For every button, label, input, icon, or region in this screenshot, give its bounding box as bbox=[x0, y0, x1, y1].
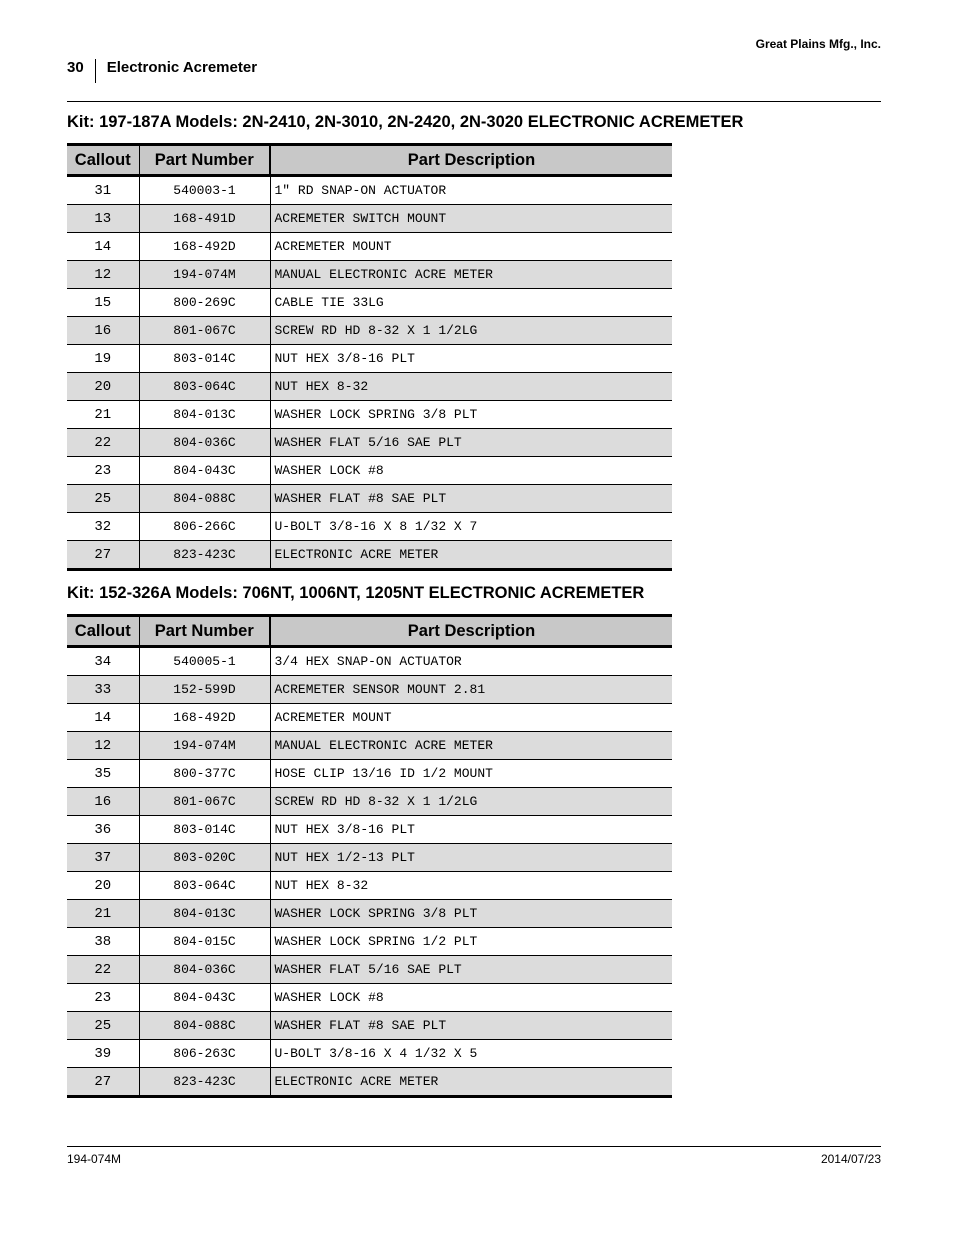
table-row bbox=[67, 900, 672, 928]
page-header bbox=[67, 59, 257, 83]
part-description-cell: ACREMETER SENSOR MOUNT 2.81 bbox=[270, 676, 672, 704]
parts-table bbox=[67, 614, 672, 1098]
part-description-cell: WASHER FLAT 5/16 SAE PLT bbox=[270, 429, 672, 457]
callout-cell: 14 bbox=[67, 233, 139, 261]
page-number: 30 bbox=[67, 59, 84, 76]
part-number-cell: 803-064C bbox=[139, 373, 270, 401]
part-number-cell: 168-491D bbox=[139, 205, 270, 233]
part-number-cell: 806-263C bbox=[139, 1040, 270, 1068]
table-row bbox=[67, 760, 672, 788]
kit-title: Kit: 197-187A Models: 2N-2410, 2N-3010, 2N-2420, 2N-3020 ELECTRONIC ACREMETER bbox=[67, 113, 744, 131]
callout-cell: 21 bbox=[67, 900, 139, 928]
callout-header: Callout bbox=[67, 616, 139, 647]
callout-cell: 14 bbox=[67, 704, 139, 732]
part-description-cell: ACREMETER SWITCH MOUNT bbox=[270, 205, 672, 233]
part-description-cell: U-BOLT 3/8-16 X 4 1/32 X 5 bbox=[270, 1040, 672, 1068]
callout-cell: 19 bbox=[67, 345, 139, 373]
part-number-cell: 803-014C bbox=[139, 816, 270, 844]
table-row bbox=[67, 233, 672, 261]
part-number-cell: 804-036C bbox=[139, 429, 270, 457]
table-row bbox=[67, 513, 672, 541]
table-row bbox=[67, 205, 672, 233]
table-row bbox=[67, 401, 672, 429]
kit-title: Kit: 152-326A Models: 706NT, 1006NT, 1205NT ELECTRONIC ACREMETER bbox=[67, 584, 645, 602]
callout-cell: 20 bbox=[67, 872, 139, 900]
part-number-cell: 800-269C bbox=[139, 289, 270, 317]
parts-table bbox=[67, 143, 672, 571]
part-description-cell: WASHER FLAT 5/16 SAE PLT bbox=[270, 956, 672, 984]
part-description-cell: NUT HEX 8-32 bbox=[270, 373, 672, 401]
table-row bbox=[67, 345, 672, 373]
table-row bbox=[67, 788, 672, 816]
table-row bbox=[67, 1068, 672, 1097]
section-title: Electronic Acremeter bbox=[106, 59, 258, 76]
callout-cell: 25 bbox=[67, 485, 139, 513]
table-row bbox=[67, 984, 672, 1012]
callout-cell: 15 bbox=[67, 289, 139, 317]
part-description-cell: WASHER FLAT #8 SAE PLT bbox=[270, 1012, 672, 1040]
table-row bbox=[67, 928, 672, 956]
part-number-cell: 540003-1 bbox=[139, 176, 270, 205]
part-description-cell: WASHER LOCK SPRING 1/2 PLT bbox=[270, 928, 672, 956]
table-row bbox=[67, 373, 672, 401]
table-row bbox=[67, 485, 672, 513]
part-description-cell: SCREW RD HD 8-32 X 1 1/2LG bbox=[270, 788, 672, 816]
table-row bbox=[67, 844, 672, 872]
table-row bbox=[67, 541, 672, 570]
callout-cell: 39 bbox=[67, 1040, 139, 1068]
part-number-cell: 803-014C bbox=[139, 345, 270, 373]
part-number-cell: 194-074M bbox=[139, 261, 270, 289]
part-description-cell: WASHER LOCK #8 bbox=[270, 984, 672, 1012]
table-row bbox=[67, 872, 672, 900]
table-row bbox=[67, 676, 672, 704]
part-number-cell: 801-067C bbox=[139, 788, 270, 816]
table-header-row bbox=[67, 616, 672, 647]
part-number-cell: 804-088C bbox=[139, 1012, 270, 1040]
callout-cell: 20 bbox=[67, 373, 139, 401]
part-description-cell: NUT HEX 8-32 bbox=[270, 872, 672, 900]
table-header-row bbox=[67, 145, 672, 176]
part-number-cell: 804-015C bbox=[139, 928, 270, 956]
part-number-cell: 801-067C bbox=[139, 317, 270, 345]
part-description-cell: ACREMETER MOUNT bbox=[270, 704, 672, 732]
table-row bbox=[67, 457, 672, 485]
table-row bbox=[67, 317, 672, 345]
callout-cell: 38 bbox=[67, 928, 139, 956]
part-description-cell: ELECTRONIC ACRE METER bbox=[270, 1068, 672, 1097]
part-description-cell: ACREMETER MOUNT bbox=[270, 233, 672, 261]
part-description-cell: NUT HEX 1/2-13 PLT bbox=[270, 844, 672, 872]
company-name: Great Plains Mfg., Inc. bbox=[755, 37, 881, 51]
table-row bbox=[67, 1012, 672, 1040]
part-number-cell: 823-423C bbox=[139, 541, 270, 570]
callout-cell: 37 bbox=[67, 844, 139, 872]
callout-cell: 22 bbox=[67, 429, 139, 457]
table-row bbox=[67, 261, 672, 289]
part-number-cell: 800-377C bbox=[139, 760, 270, 788]
document-date: 2014/07/23 bbox=[820, 1152, 881, 1166]
part-number-cell: 804-036C bbox=[139, 956, 270, 984]
callout-cell: 23 bbox=[67, 984, 139, 1012]
part-description-cell: WASHER LOCK #8 bbox=[270, 457, 672, 485]
callout-cell: 35 bbox=[67, 760, 139, 788]
part-number-cell: 804-013C bbox=[139, 401, 270, 429]
callout-header: Callout bbox=[67, 145, 139, 176]
part-description-cell: WASHER FLAT #8 SAE PLT bbox=[270, 485, 672, 513]
part-description-cell: NUT HEX 3/8-16 PLT bbox=[270, 816, 672, 844]
callout-cell: 33 bbox=[67, 676, 139, 704]
table-row bbox=[67, 704, 672, 732]
table-row bbox=[67, 289, 672, 317]
part-description-cell: HOSE CLIP 13/16 ID 1/2 MOUNT bbox=[270, 760, 672, 788]
part-description-cell: ELECTRONIC ACRE METER bbox=[270, 541, 672, 570]
part-number-cell: 540005-1 bbox=[139, 647, 270, 676]
part-number-header: Part Number bbox=[139, 616, 270, 647]
callout-cell: 34 bbox=[67, 647, 139, 676]
part-description-header: Part Description bbox=[270, 616, 672, 647]
part-number-cell: 168-492D bbox=[139, 233, 270, 261]
table-row bbox=[67, 647, 672, 676]
part-number-cell: 194-074M bbox=[139, 732, 270, 760]
table-row bbox=[67, 176, 672, 205]
callout-cell: 25 bbox=[67, 1012, 139, 1040]
part-description-header: Part Description bbox=[270, 145, 672, 176]
part-description-cell: SCREW RD HD 8-32 X 1 1/2LG bbox=[270, 317, 672, 345]
part-number-cell: 823-423C bbox=[139, 1068, 270, 1097]
callout-cell: 27 bbox=[67, 541, 139, 570]
callout-cell: 12 bbox=[67, 261, 139, 289]
callout-cell: 12 bbox=[67, 732, 139, 760]
part-description-cell: U-BOLT 3/8-16 X 8 1/32 X 7 bbox=[270, 513, 672, 541]
header-rule bbox=[67, 101, 881, 102]
part-description-cell: NUT HEX 3/8-16 PLT bbox=[270, 345, 672, 373]
part-number-cell: 804-088C bbox=[139, 485, 270, 513]
table-row bbox=[67, 1040, 672, 1068]
callout-cell: 16 bbox=[67, 317, 139, 345]
part-number-cell: 806-266C bbox=[139, 513, 270, 541]
callout-cell: 23 bbox=[67, 457, 139, 485]
part-description-cell: MANUAL ELECTRONIC ACRE METER bbox=[270, 732, 672, 760]
part-description-cell: WASHER LOCK SPRING 3/8 PLT bbox=[270, 900, 672, 928]
part-number-cell: 152-599D bbox=[139, 676, 270, 704]
part-number-header: Part Number bbox=[139, 145, 270, 176]
table-row bbox=[67, 816, 672, 844]
part-description-cell: MANUAL ELECTRONIC ACRE METER bbox=[270, 261, 672, 289]
table-row bbox=[67, 429, 672, 457]
callout-cell: 32 bbox=[67, 513, 139, 541]
callout-cell: 22 bbox=[67, 956, 139, 984]
part-number-cell: 168-492D bbox=[139, 704, 270, 732]
callout-cell: 27 bbox=[67, 1068, 139, 1097]
footer-rule bbox=[67, 1146, 881, 1147]
part-number-cell: 803-064C bbox=[139, 872, 270, 900]
document-number: 194-074M bbox=[67, 1152, 122, 1166]
part-description-cell: CABLE TIE 33LG bbox=[270, 289, 672, 317]
part-number-cell: 804-043C bbox=[139, 984, 270, 1012]
callout-cell: 36 bbox=[67, 816, 139, 844]
part-number-cell: 803-020C bbox=[139, 844, 270, 872]
table-row bbox=[67, 956, 672, 984]
callout-cell: 16 bbox=[67, 788, 139, 816]
part-description-cell: 1" RD SNAP-ON ACTUATOR bbox=[270, 176, 672, 205]
part-number-cell: 804-013C bbox=[139, 900, 270, 928]
part-description-cell: 3/4 HEX SNAP-ON ACTUATOR bbox=[270, 647, 672, 676]
part-number-cell: 804-043C bbox=[139, 457, 270, 485]
table-row bbox=[67, 732, 672, 760]
callout-cell: 31 bbox=[67, 176, 139, 205]
callout-cell: 21 bbox=[67, 401, 139, 429]
part-description-cell: WASHER LOCK SPRING 3/8 PLT bbox=[270, 401, 672, 429]
callout-cell: 13 bbox=[67, 205, 139, 233]
